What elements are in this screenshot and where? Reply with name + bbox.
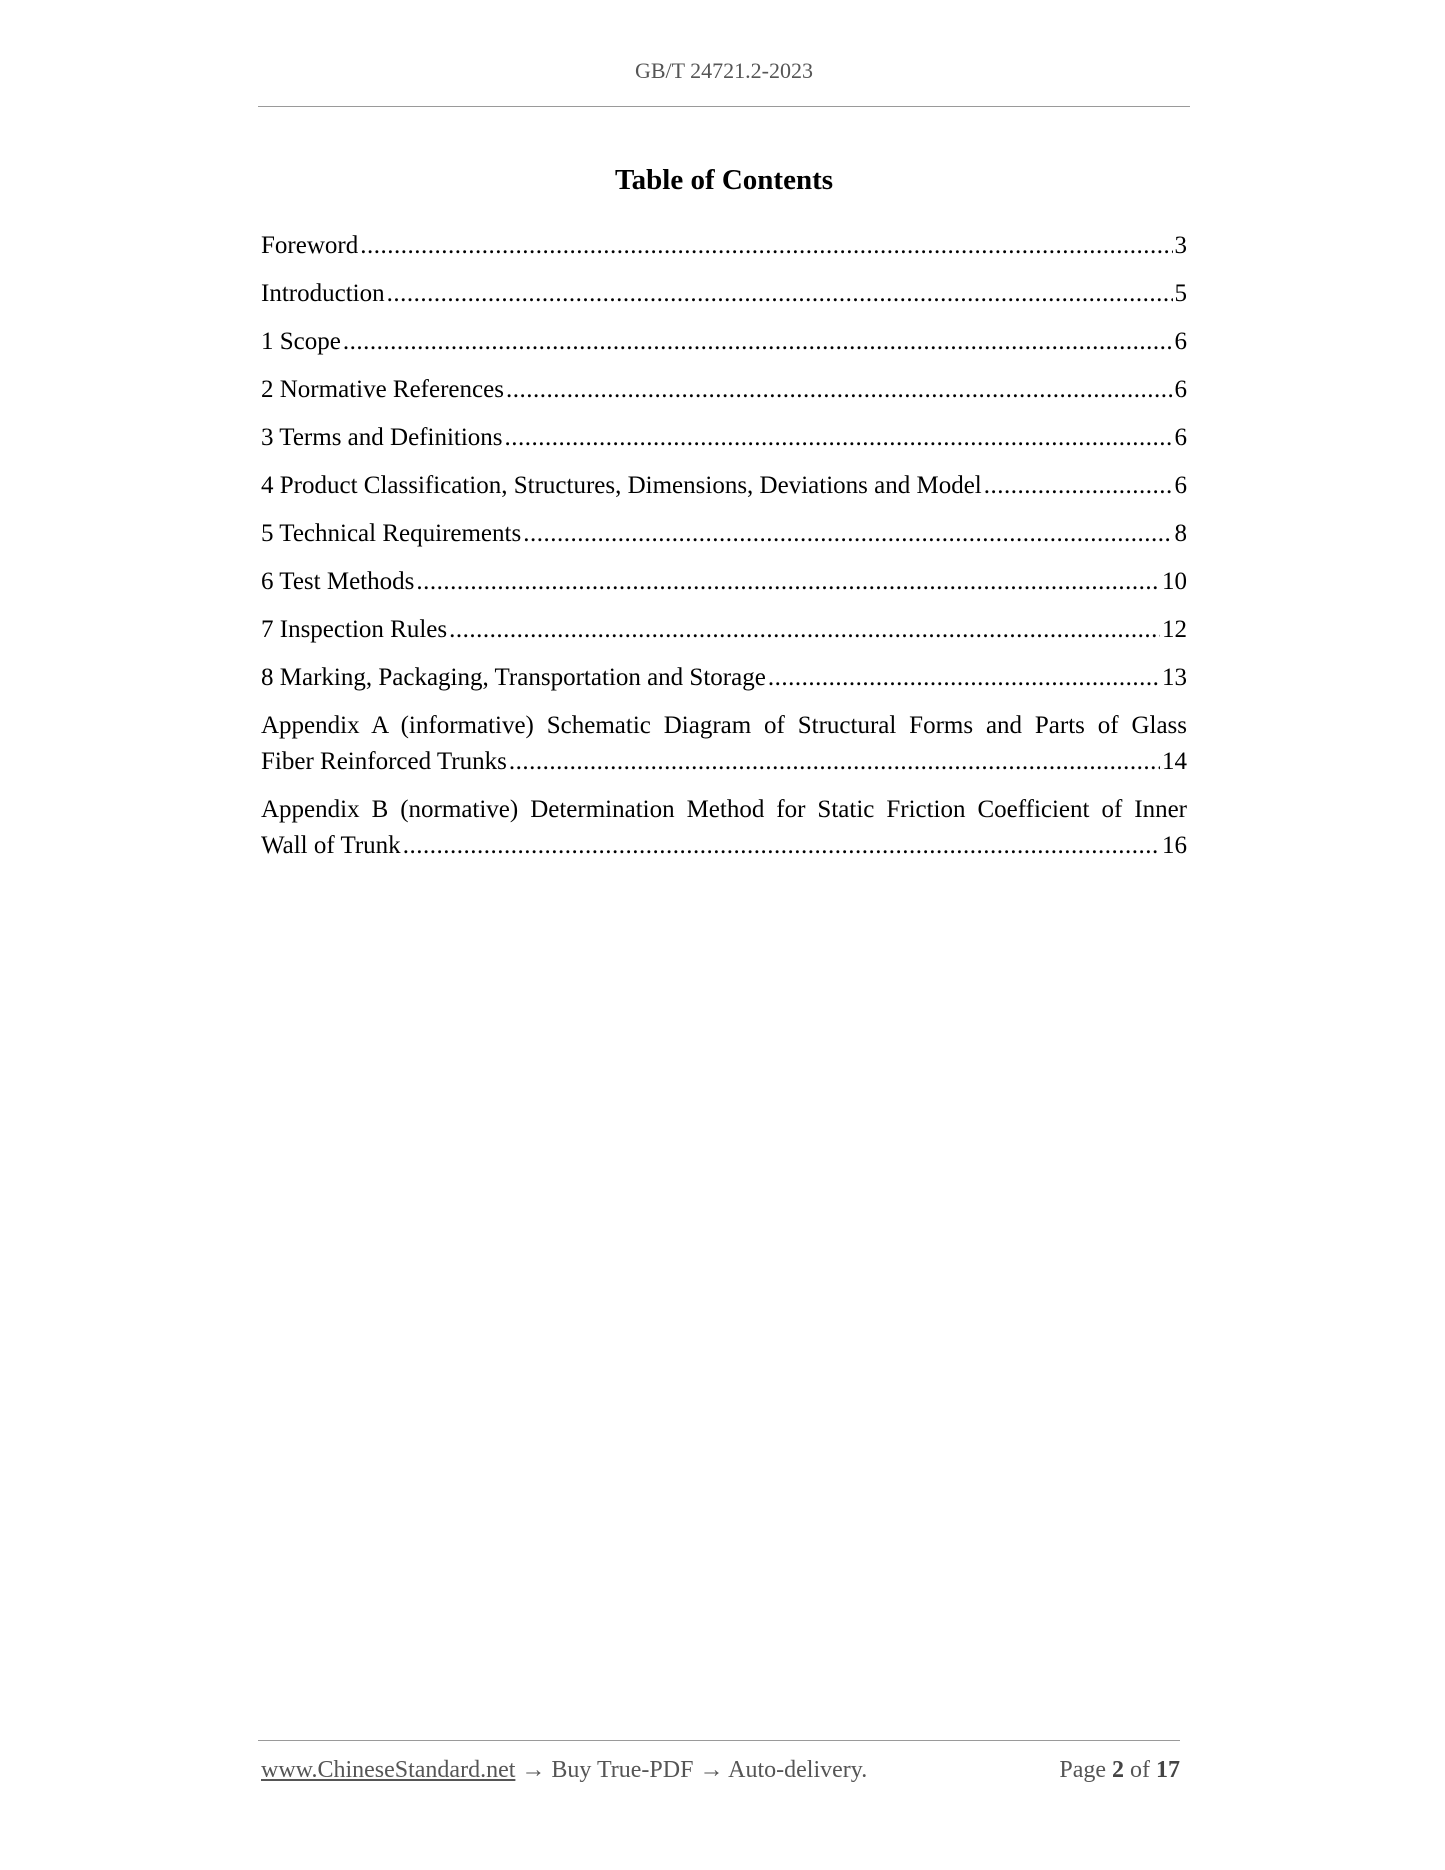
table-of-contents bbox=[261, 228, 1187, 876]
toc-entry-label: 8 Marking, Packaging, Transportation and Storage bbox=[261, 664, 766, 691]
toc-entry-introduction[interactable] bbox=[261, 276, 1187, 312]
toc-entry-label: 1 Scope bbox=[261, 328, 341, 355]
toc-entry-appendix-a[interactable] bbox=[261, 708, 1187, 780]
toc-entry-label: 5 Technical Requirements bbox=[261, 520, 522, 547]
page-footer bbox=[261, 1757, 1180, 1784]
toc-entry-label: 6 Test Methods bbox=[261, 568, 415, 595]
toc-entry-label-line1: Appendix A (informative) Schematic Diagram of Structural Forms and Parts of Glass bbox=[261, 712, 1187, 739]
toc-entry-page: 8 bbox=[1174, 520, 1187, 547]
toc-entry-page: 6 bbox=[1174, 376, 1187, 403]
toc-entry-normative-references[interactable] bbox=[261, 372, 1187, 408]
dot-leader bbox=[523, 516, 1172, 552]
toc-entry-page: 6 bbox=[1174, 424, 1187, 451]
toc-entry-label: 7 Inspection Rules bbox=[261, 616, 448, 643]
toc-entry-page: 3 bbox=[1174, 232, 1187, 259]
dot-leader bbox=[505, 420, 1173, 456]
dot-leader bbox=[387, 276, 1173, 312]
header-divider bbox=[258, 106, 1190, 107]
dot-leader bbox=[509, 744, 1160, 780]
running-header: GB/T 24721.2-2023 bbox=[634, 58, 814, 83]
toc-entry-label: 4 Product Classification, Structures, Dimensions, Deviations and Model bbox=[261, 472, 982, 499]
toc-entry-page: 6 bbox=[1174, 472, 1187, 499]
toc-entry-foreword[interactable] bbox=[261, 228, 1187, 264]
of-word: of bbox=[1130, 1757, 1150, 1783]
toc-entry-label-line1: Appendix B (normative) Determination Method for Static Friction Coefficient of Inner bbox=[261, 796, 1187, 823]
dot-leader bbox=[360, 228, 1172, 264]
toc-entry-page: 16 bbox=[1162, 832, 1187, 859]
toc-entry-product-classification[interactable] bbox=[261, 468, 1187, 504]
site-link[interactable]: www.ChineseStandard.net bbox=[261, 1757, 516, 1783]
dot-leader bbox=[403, 828, 1160, 864]
toc-entry-label: 2 Normative References bbox=[261, 376, 504, 403]
toc-entry-page: 10 bbox=[1162, 568, 1187, 595]
toc-entry-inspection-rules[interactable] bbox=[261, 612, 1187, 648]
dot-leader bbox=[343, 324, 1173, 360]
arrow-right-icon: → bbox=[699, 1757, 724, 1783]
toc-entry-page: 5 bbox=[1174, 280, 1187, 307]
page-word: Page bbox=[1059, 1757, 1106, 1783]
page-indicator bbox=[1059, 1757, 1180, 1784]
dot-leader bbox=[416, 564, 1160, 600]
footer-divider bbox=[258, 1740, 1180, 1741]
toc-title: Table of Contents bbox=[614, 164, 834, 196]
toc-entry-page: 12 bbox=[1162, 616, 1187, 643]
toc-entry-label: 3 Terms and Definitions bbox=[261, 424, 503, 451]
toc-entry-test-methods[interactable] bbox=[261, 564, 1187, 600]
toc-entry-marking-packaging[interactable] bbox=[261, 660, 1187, 696]
dot-leader bbox=[449, 612, 1160, 648]
toc-entry-label-line2: Wall of Trunk bbox=[261, 832, 401, 859]
dot-leader bbox=[984, 468, 1173, 504]
toc-entry-page: 6 bbox=[1174, 328, 1187, 355]
toc-entry-label: Foreword bbox=[261, 232, 359, 259]
toc-entry-scope[interactable] bbox=[261, 324, 1187, 360]
delivery-text: Auto-delivery. bbox=[728, 1757, 868, 1783]
toc-entry-page: 14 bbox=[1162, 748, 1187, 775]
current-page-number: 2 bbox=[1112, 1757, 1124, 1783]
dot-leader bbox=[506, 372, 1173, 408]
dot-leader bbox=[768, 660, 1160, 696]
toc-entry-technical-requirements[interactable] bbox=[261, 516, 1187, 552]
toc-entry-label-line2: Fiber Reinforced Trunks bbox=[261, 748, 507, 775]
total-pages-number: 17 bbox=[1156, 1757, 1180, 1783]
toc-entry-terms-and-definitions[interactable] bbox=[261, 420, 1187, 456]
buy-text: Buy True-PDF bbox=[551, 1757, 694, 1783]
arrow-right-icon: → bbox=[521, 1757, 546, 1783]
toc-entry-label: Introduction bbox=[261, 280, 385, 307]
toc-entry-page: 13 bbox=[1162, 664, 1187, 691]
toc-entry-appendix-b[interactable] bbox=[261, 792, 1187, 864]
footer-promo bbox=[261, 1757, 867, 1784]
